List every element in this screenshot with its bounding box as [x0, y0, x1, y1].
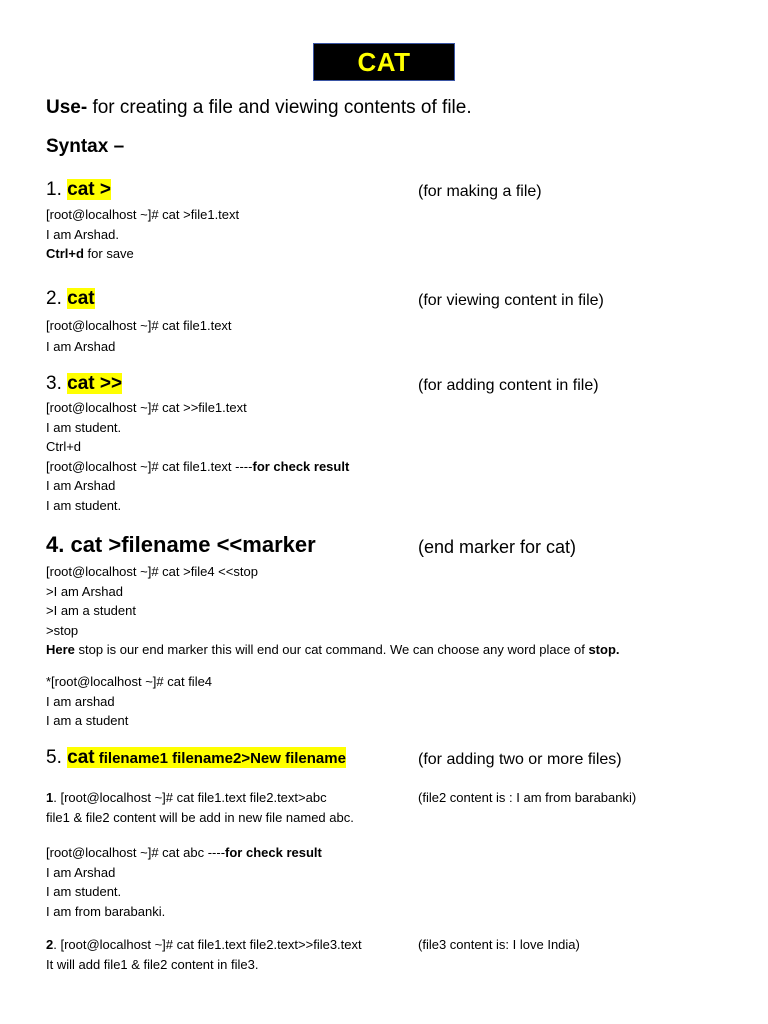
use-label: Use- [46, 97, 88, 118]
section-1-num: 1. [46, 179, 68, 200]
section-2-heading [46, 288, 95, 310]
check-cmd: [root@localhost ~]# cat abc ---- [46, 845, 226, 860]
section-4-body-2 [46, 672, 212, 731]
example-2-cmd: . [root@localhost ~]# cat file1.text file2.text>>file3.text [53, 937, 362, 952]
section-3-body [46, 398, 349, 515]
code-line: [root@localhost ~]# cat >file4 <<stop [46, 564, 258, 579]
check-label: for check result [252, 458, 350, 474]
code-line: Ctrl+d [46, 439, 82, 454]
section-5-cmd: cat [67, 747, 95, 768]
check-cmd: [root@localhost ~]# cat file1.text ---- [46, 458, 253, 474]
section-4-body [46, 562, 620, 660]
section-5-heading [46, 747, 346, 769]
example-2-cmd-line [46, 935, 362, 955]
use-text: for creating a file and viewing contents of file. [87, 97, 472, 118]
section-3-cmd: cat >> [67, 373, 123, 394]
code-line: I am student. [46, 419, 122, 435]
section-1-cmd: cat > [67, 179, 111, 200]
result-line: I am from barabanki. [46, 903, 166, 919]
section-5-highlight [67, 747, 346, 768]
section-5-check [46, 843, 322, 921]
section-1-heading [46, 179, 111, 201]
example-1-desc: file1 & file2 content will be add in new file named abc. [46, 810, 354, 825]
section-3-heading [46, 373, 122, 395]
section-1-note: (for making a file) [418, 183, 542, 200]
section-4-note: (end marker for cat) [418, 537, 577, 557]
result-line: I am Arshad [46, 864, 116, 880]
section-5-args: filename1 filename2>New filename [94, 750, 346, 767]
here-end: stop. [588, 642, 620, 657]
code-line: >stop [46, 622, 79, 638]
section-4-heading: 4. cat >filename <<marker [46, 532, 316, 557]
here-label: Here [46, 642, 75, 657]
result-line: I am Arshad [46, 478, 116, 493]
result-line: I am student. [46, 884, 122, 899]
here-line [46, 640, 620, 660]
section-1-body [46, 205, 239, 264]
section-2-note: (for viewing content in file) [418, 292, 604, 309]
example-2-num: 2 [46, 937, 54, 952]
section-3-num: 3. [46, 373, 68, 394]
here-text: stop is our end marker this will end our cat command. We can choose any word place of [74, 642, 589, 657]
section-2-cmd: cat [67, 288, 95, 309]
section-5-num: 5. [46, 747, 68, 768]
example-1-cmd: . [root@localhost ~]# cat file1.text file2.text>abc [53, 790, 327, 805]
example-2-desc: It will add file1 & file2 content in file3. [46, 957, 259, 972]
code-line: [root@localhost ~]# cat >>file1.text [46, 400, 247, 415]
code-line: [root@localhost ~]# cat file1.text [46, 318, 232, 333]
check-line [46, 457, 349, 477]
code-line: I am Arshad [46, 339, 116, 354]
check-label: for check result [225, 845, 322, 860]
title-box [313, 43, 455, 81]
section-5-note: (for adding two or more files) [418, 751, 622, 768]
save-key: Ctrl+d [46, 246, 84, 261]
example-1-num: 1 [46, 790, 54, 805]
code-line: *[root@localhost ~]# cat file4 [46, 674, 213, 689]
code-line: [root@localhost ~]# cat >file1.text [46, 207, 240, 222]
use-line [46, 97, 472, 119]
example-1-cmd-line [46, 788, 327, 808]
code-line: I am Arshad. [46, 226, 119, 242]
code-line: >I am Arshad [46, 583, 123, 599]
code-line: >I am a student [46, 603, 136, 618]
result-line: I am student. [46, 497, 122, 513]
check-line [46, 843, 322, 863]
section-3-note: (for adding content in file) [418, 377, 599, 394]
syntax-heading: Syntax – [46, 136, 125, 157]
page-title: CAT [357, 46, 411, 77]
example-1-note: (file2 content is : I am from barabanki) [418, 790, 637, 805]
save-line [46, 244, 239, 264]
code-line: I am a student [46, 713, 129, 728]
section-2-num: 2. [46, 288, 68, 309]
code-line: I am arshad [46, 693, 115, 709]
save-text: for save [83, 246, 134, 261]
example-2-note: (file3 content is: I love India) [418, 937, 580, 952]
